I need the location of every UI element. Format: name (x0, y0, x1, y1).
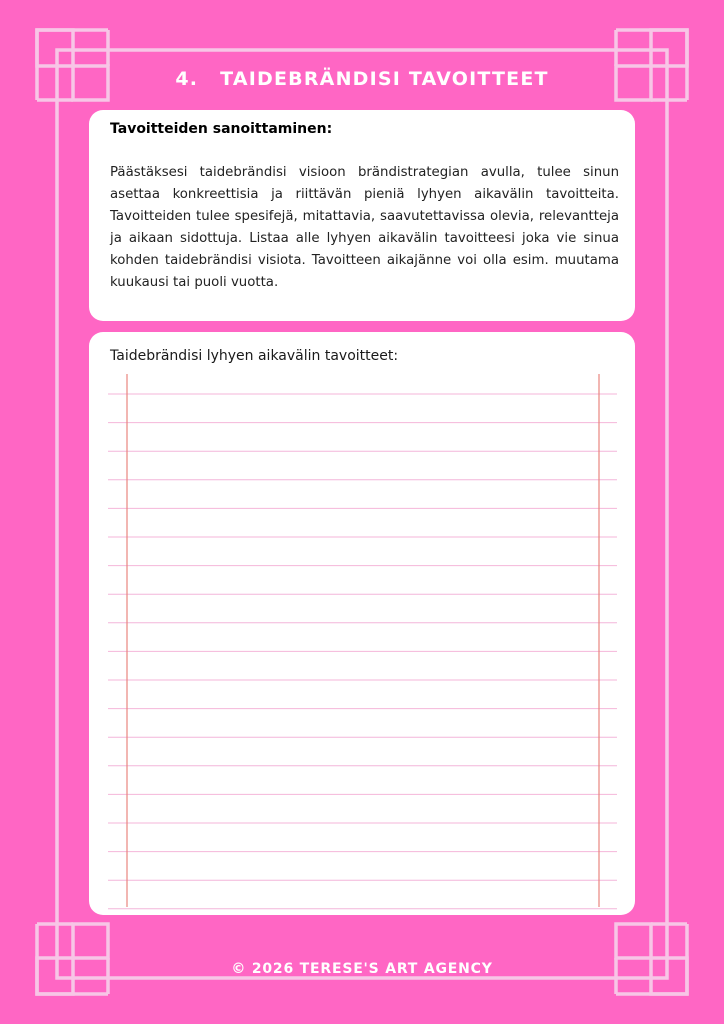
ruled-writing-area[interactable] (89, 332, 635, 915)
intro-card (89, 110, 635, 321)
goals-label: Taidebrändisi lyhyen aikavälin tavoitteet: (110, 348, 399, 364)
intro-body-text: Päästäksesi taidebrändisi visioon brändistrategian avulla, tulee sinun asettaa konkreettisia ja riittävän pieniä lyhyen aikavälin tavoitteita. Tavoitteiden tulee spesifejä, mitattavia, saavutettavissa olevia, relevantteja ja aikaan sidottuja. Listaa alle lyhyen aikavälin tavoitteesi joka vie sinua kohden taidebrändisi visiota. Tavoitteen aikajänne voi olla esim. muutama kuukausi tai puoli vuotta. (110, 165, 619, 291)
intro-heading: Tavoitteiden sanoittaminen: (110, 121, 333, 137)
page-title (0, 68, 724, 90)
section-number: 4. (175, 68, 199, 90)
goals-writing-card (89, 332, 635, 915)
section-title: TAIDEBRÄNDISI TAVOITTEET (220, 68, 549, 90)
footer-copyright: © 2026 TERESE'S ART AGENCY (231, 961, 493, 977)
